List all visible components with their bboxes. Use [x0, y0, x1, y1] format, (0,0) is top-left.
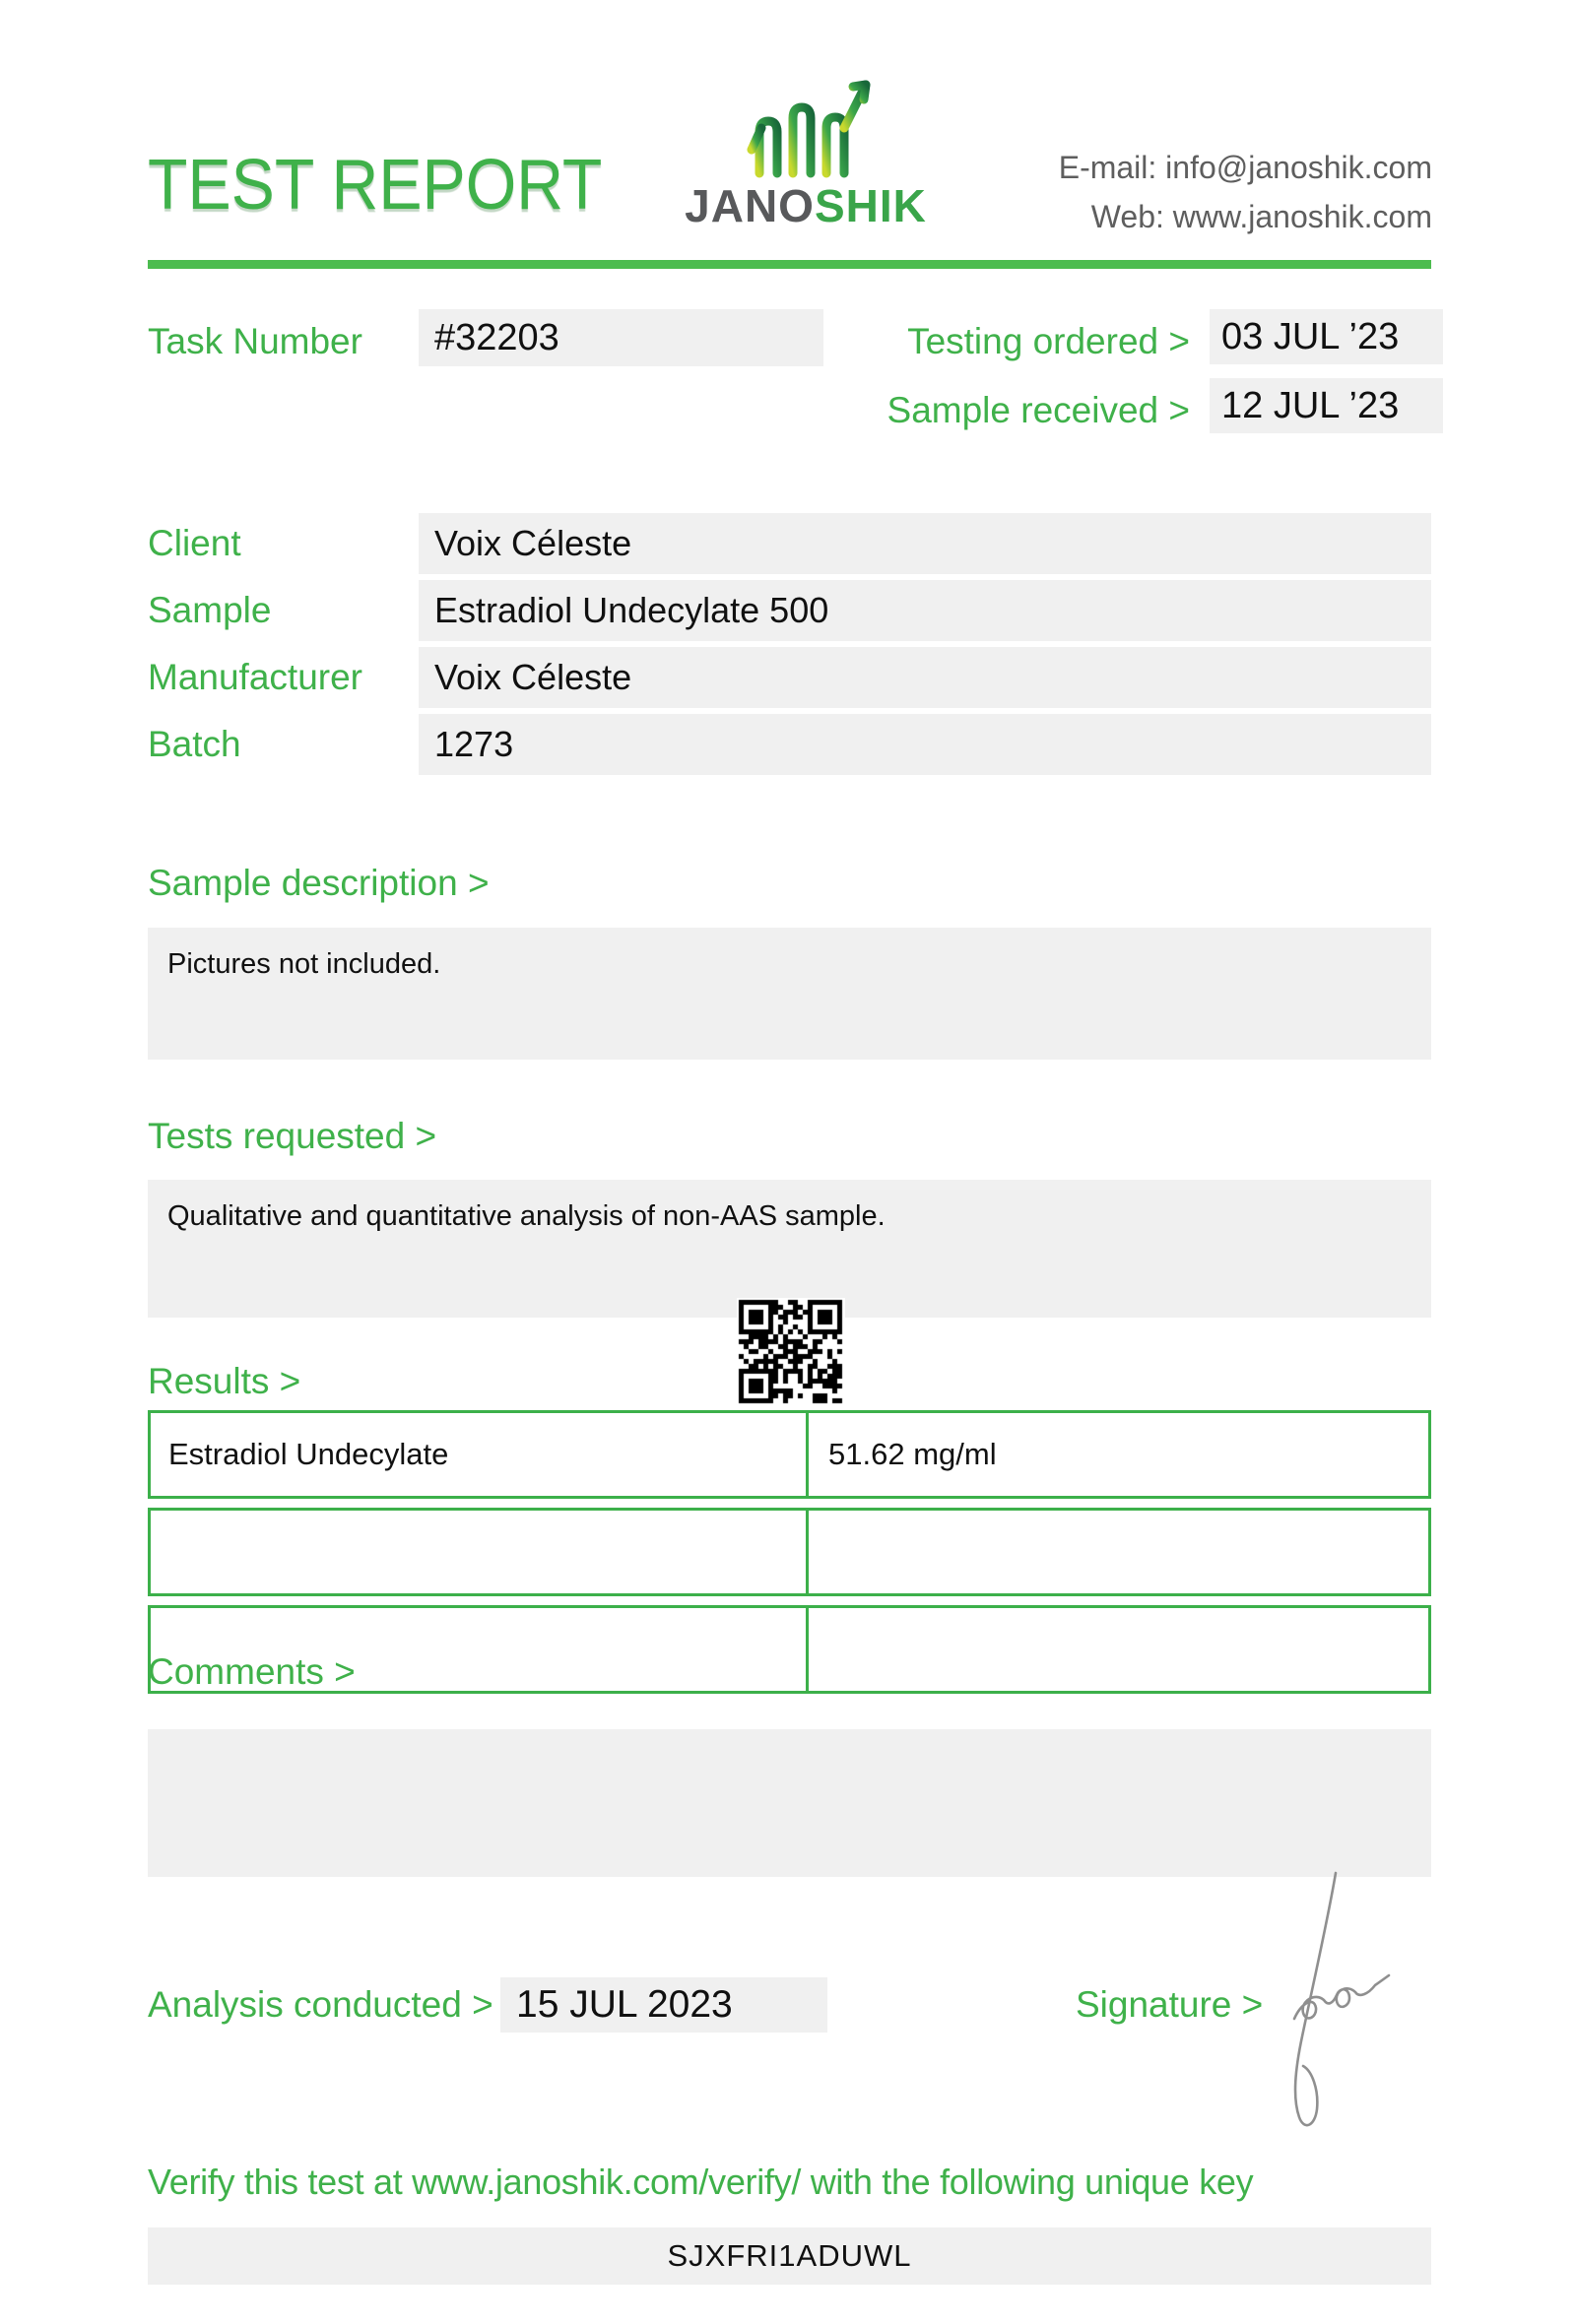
chart-arrow-icon	[722, 77, 889, 179]
client-label: Client	[148, 523, 241, 563]
signature-label: Signature >	[1076, 1984, 1264, 2025]
sample-received-value: 12 JUL ’23	[1210, 378, 1443, 433]
logo-word-gray: JANO	[685, 180, 815, 231]
results-heading: Results >	[148, 1361, 301, 1401]
task-number-value: #32203	[419, 309, 823, 366]
janoshik-logo	[678, 77, 934, 231]
table-row	[148, 1508, 1431, 1596]
result-concentration: 51.62 mg/ml	[828, 1437, 997, 1471]
tests-requested-box: Qualitative and quantitative analysis of non-AAS sample.	[148, 1180, 1431, 1318]
result-concentration	[809, 1511, 1428, 1593]
testing-ordered-value: 03 JUL ’23	[1210, 309, 1443, 364]
logo-word-green: SHIK	[814, 180, 927, 231]
contact-web: Web: www.janoshik.com	[1090, 198, 1432, 234]
analysis-conducted-label: Analysis conducted >	[148, 1984, 493, 2025]
qr-code	[737, 1298, 845, 1406]
testing-ordered-label: Testing ordered >	[907, 321, 1190, 361]
comments-heading: Comments >	[148, 1651, 356, 1692]
handwritten-signature-icon	[1269, 1869, 1397, 2145]
sample-received-label: Sample received >	[886, 390, 1190, 430]
sample-value: Estradiol Undecylate 500	[419, 580, 1431, 641]
batch-value: 1273	[419, 714, 1431, 775]
client-value: Voix Céleste	[419, 513, 1431, 574]
analysis-conducted-date: 15 JUL 2023	[500, 1977, 827, 2033]
logo-wordmark	[678, 180, 934, 231]
sample-description-box: Pictures not included.	[148, 928, 1431, 1060]
task-number-label: Task Number	[148, 321, 362, 361]
sample-description-heading: Sample description >	[148, 863, 490, 903]
result-substance: Estradiol Undecylate	[151, 1413, 809, 1496]
unique-key: SJXFRI1ADUWL	[148, 2227, 1431, 2285]
table-row	[148, 1410, 1431, 1499]
result-concentration	[809, 1608, 1428, 1691]
comments-box	[148, 1729, 1431, 1877]
contact-email: E-mail: info@janoshik.com	[1058, 150, 1432, 185]
manufacturer-value: Voix Céleste	[419, 647, 1431, 708]
contact-info	[1059, 144, 1432, 241]
result-substance	[151, 1511, 809, 1593]
batch-label: Batch	[148, 724, 241, 764]
header-divider	[148, 260, 1431, 269]
manufacturer-label: Manufacturer	[148, 657, 362, 697]
page-title: TEST REPORT	[148, 146, 603, 225]
verify-instruction: Verify this test at www.janoshik.com/verify/ with the following unique key	[148, 2162, 1254, 2202]
sample-label: Sample	[148, 590, 272, 630]
tests-requested-heading: Tests requested >	[148, 1116, 437, 1156]
